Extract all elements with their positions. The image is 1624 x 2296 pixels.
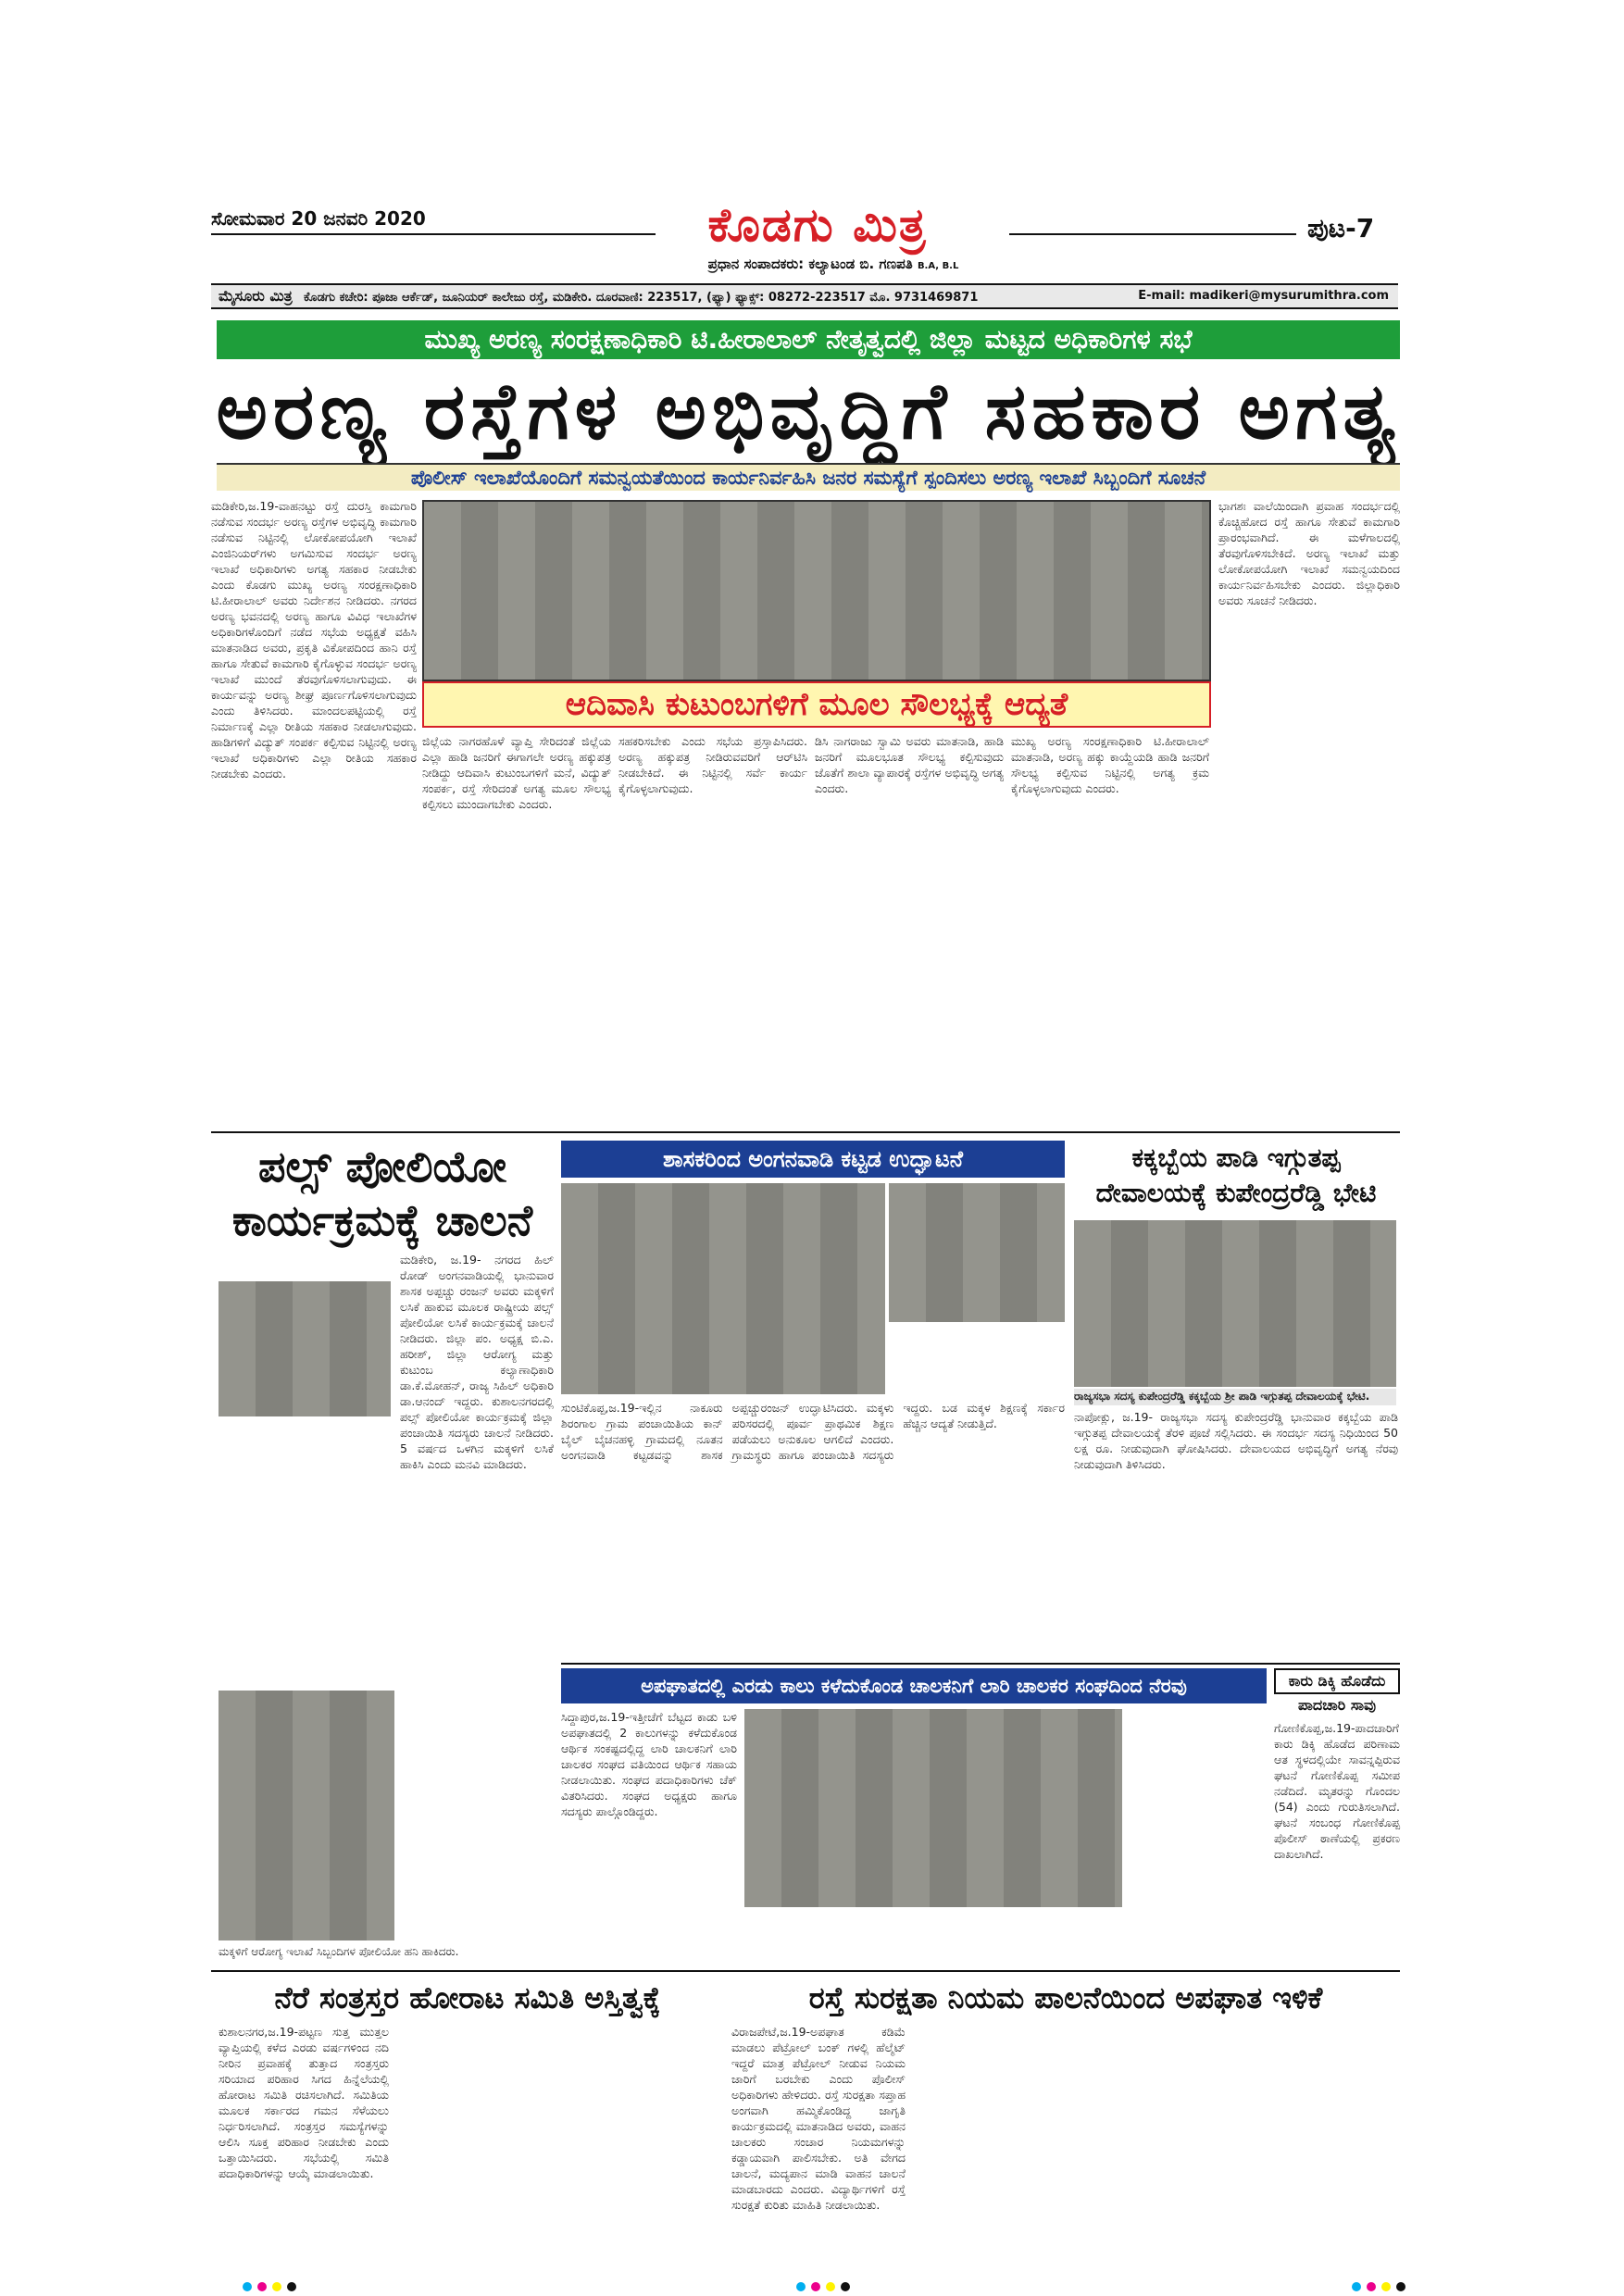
address-brand: ಮೈಸೂರು ಮಿತ್ರ: [219, 287, 293, 305]
polio-photo-2: [219, 1691, 394, 1940]
magenta-dot: [1367, 2282, 1376, 2291]
section-divider-2: [561, 1663, 1400, 1665]
car-text: ಗೋಣಿಕೊಪ್ಪ,ಜ.19-ಪಾದಚಾರಿಗೆ ಕಾರು ಡಿಕ್ಕಿ ಹೊಡೆದ ಪರಿಣಾಮ ಆತ ಸ್ಥಳದಲ್ಲಿಯೇ ಸಾವನ್ನಪ್ಪಿರುವ ಘಟನೆ ಗೋಣಿಕೊಪ್ಪ ಸಮೀಪ ನಡೆದಿದೆ. ಮೃತರನ್ನು ಗೊಂದಲ (54) ಎಂದು ಗುರುತಿಸಲಾಗಿದೆ. ಘಟನೆ ಸಂಬಂಧ ಗೋಣಿಕೊಪ್ಪ ಪೊಲೀಸ್ ಠಾಣೆಯಲ್ಲಿ ಪ್ರಕರಣ ದಾಖಲಾಗಿದೆ.: [1274, 1721, 1400, 1861]
lorry-photo: [744, 1709, 1122, 1907]
lead-col-4: ಡಿಸಿ ನಾಗರಾಜು ಸ್ವಾಮಿ ಅವರು ಮಾತನಾಡಿ, ಹಾಡಿ ಜನರಿಗೆ ಮೂಲಭೂತ ಸೌಲಭ್ಯ ಕಲ್ಪಿಸುವುದು ಜೊತೆಗೆ ಶಾಲಾ ವ್ಯಾಪಾರಕ್ಕೆ ರಸ್ತೆಗಳ ಅಭಿವೃದ್ಧಿ ಅಗತ್ಯ ಎಂದರು.: [815, 734, 1004, 795]
car-headline-2: ಪಾದಚಾರಿ ಸಾವು: [1297, 1696, 1377, 1714]
section-divider-1: [211, 1131, 1400, 1133]
nere-text: ಕುಶಾಲನಗರ,ಜ.19-ಪಟ್ಟಣ ಸುತ್ತ ಮುತ್ತಲ ವ್ಯಾಪ್ತಿಯಲ್ಲಿ ಕಳೆದ ಎರಡು ವರ್ಷಗಳಿಂದ ನದಿ ನೀರಿನ ಪ್ರವಾಹಕ್ಕೆ ತುತ್ತಾದ ಸಂತ್ರಸ್ತರು ಸರಿಯಾದ ಪರಿಹಾರ ಸಿಗದ ಹಿನ್ನೆಲೆಯಲ್ಲಿ ಹೋರಾಟ ಸಮಿತಿ ರಚಿಸಲಾಗಿದೆ. ಸಮಿತಿಯ ಮೂಲಕ ಸರ್ಕಾರದ ಗಮನ ಸೆಳೆಯಲು ನಿರ್ಧರಿಸಲಾಗಿದೆ. ಸಂತ್ರಸ್ತರ ಸಮಸ್ಯೆಗಳನ್ನು ಆಲಿಸಿ ಸೂಕ್ತ ಪರಿಹಾರ ನೀಡಬೇಕು ಎಂದು ಒತ್ತಾಯಿಸಿದರು. ಸಭೆಯಲ್ಲಿ ಸಮಿತಿ ಪದಾಧಿಕಾರಿಗಳನ್ನು ಆಯ್ಕೆ ಮಾಡಲಾಯಿತು.: [219, 2025, 389, 2180]
kakkabe-headline-1: ಕಕ್ಕಬ್ಬೆಯ ಪಾಡಿ ಇಗ್ಗುತಪ್ಪ: [1131, 1142, 1341, 1173]
black-dot: [841, 2282, 850, 2291]
polio-text: ಮಡಿಕೇರಿ, ಜ.19- ನಗರದ ಹಿಲ್ ರೋಡ್ ಅಂಗನವಾಡಿಯಲ್ಲಿ ಭಾನುವಾರ ಶಾಸಕ ಅಪ್ಪಚ್ಚು ರಂಜನ್ ಅವರು ಮಕ್ಕಳಿಗೆ ಲಸಿಕೆ ಹಾಕುವ ಮೂಲಕ ರಾಷ್ಟ್ರೀಯ ಪಲ್ಸ್ ಪೋಲಿಯೋ ಲಸಿಕೆ ಕಾರ್ಯಕ್ರಮಕ್ಕೆ ಚಾಲನೆ ನೀಡಿದರು. ಜಿಲ್ಲಾ ಪಂ. ಅಧ್ಯಕ್ಷ ಬಿ.ಎ. ಹರೀಶ್, ಜಿಲ್ಲಾ ಆರೋಗ್ಯ ಮತ್ತು ಕುಟುಂಬ ಕಲ್ಯಾಣಾಧಿಕಾರಿ ಡಾ.ಕೆ.ಮೋಹನ್, ರಾಜ್ಯ ಸಿಹಿಲ್ ಅಧಿಕಾರಿ ಡಾ.ಆನಂದ್ ಇದ್ದರು. ಕುಶಾಲನಗರದಲ್ಲಿ ಪಲ್ಸ್ ಪೋಲಿಯೋ ಕಾರ್ಯಕ್ರಮಕ್ಕೆ ಜಿಲ್ಲಾ ಪಂಚಾಯಿತಿ ಸದಸ್ಯರು ಚಾಲನೆ ನೀಡಿದರು. 5 ವರ್ಷದ ಒಳಗಿನ ಮಕ್ಕಳಿಗೆ ಲಸಿಕೆ ಹಾಕಿಸಿ ಎಂದು ಮನವಿ ಮಾಡಿದರು.: [400, 1253, 554, 1471]
lead-col-2: ಜಿಲ್ಲೆಯ ನಾಗರಹೊಳೆ ವ್ಯಾಪ್ತಿ ಸೇರಿದಂತೆ ಜಿಲ್ಲೆಯ ಎಲ್ಲಾ ಹಾಡಿ ಜನರಿಗೆ ಈಗಾಗಲೇ ಅರಣ್ಯ ಹಕ್ಕುಪತ್ರ ನೀಡಿದ್ದು ಆದಿವಾಸಿ ಕುಟುಂಬಗಳಿಗೆ ಮನೆ, ವಿದ್ಯುತ್ ಸಂಪರ್ಕ, ರಸ್ತೆ ಸೇರಿದಂತೆ ಅಗತ್ಯ ಮೂಲ ಸೌಲಭ್ಯ ಕಲ್ಪಿಸಲು ಮುಂದಾಗಬೇಕು ಎಂದರು.: [422, 734, 611, 811]
lead-photo: [422, 500, 1211, 681]
address-bar: [211, 283, 1398, 309]
kakkabe-caption: ರಾಜ್ಯಸಭಾ ಸದಸ್ಯ ಕುಪೇಂದ್ರರೆಡ್ಡಿ ಕಕ್ಕಬ್ಬೆಯ ಶ್ರೀ ಪಾಡಿ ಇಗ್ಗುತಪ್ಪ ದೇವಾಲಯಕ್ಕೆ ಭೇಟಿ.: [1074, 1389, 1396, 1405]
kakkabe-text: ನಾಪೋಕ್ಲು, ಜ.19- ರಾಜ್ಯಸಭಾ ಸದಸ್ಯ ಕುಪೇಂದ್ರರೆಡ್ಡಿ ಭಾನುವಾರ ಕಕ್ಕಬ್ಬೆಯ ಪಾಡಿ ಇಗ್ಗುತಪ್ಪ ದೇವಾಲಯಕ್ಕೆ ತೆರಳಿ ಪೂಜೆ ಸಲ್ಲಿಸಿದರು. ಈ ಸಂದರ್ಭ ಸದಸ್ಯ ನಿಧಿಯಿಂದ 50 ಲಕ್ಷ ರೂ. ನೀಡುವುದಾಗಿ ಘೋಷಿಸಿದರು. ದೇವಾಲಯದ ಅಭಿವೃದ್ಧಿಗೆ ಅಗತ್ಯ ನೆರವು ನೀಡುವುದಾಗಿ ತಿಳಿಸಿದರು.: [1074, 1410, 1398, 1471]
kakkabe-photo: [1074, 1220, 1396, 1387]
car-headline-1: ಕಾರು ಡಿಕ್ಕಿ ಹೊಡೆದು: [1274, 1668, 1400, 1694]
yellow-dot: [1381, 2282, 1391, 2291]
section-divider-3: [211, 1970, 1400, 1972]
polio-headline-1: ಪಲ್ಸ್ ಪೋಲಿಯೋ: [257, 1142, 507, 1192]
road-safety-text: ವಿರಾಜಪೇಟೆ,ಜ.19-ಅಪಘಾತ ಕಡಿಮೆ ಮಾಡಲು ಪೆಟ್ರೋಲ್ ಬಂಕ್ ಗಳಲ್ಲಿ ಹೆಲ್ಮೆಟ್ ಇದ್ದರೆ ಮಾತ್ರ ಪೆಟ್ರೋಲ್ ನೀಡುವ ನಿಯಮ ಜಾರಿಗೆ ಬರಬೇಕು ಎಂದು ಪೊಲೀಸ್ ಅಧಿಕಾರಿಗಳು ಹೇಳಿದರು. ರಸ್ತೆ ಸುರಕ್ಷತಾ ಸಪ್ತಾಹ ಅಂಗವಾಗಿ ಹಮ್ಮಿಕೊಂಡಿದ್ದ ಜಾಗೃತಿ ಕಾರ್ಯಕ್ರಮದಲ್ಲಿ ಮಾತನಾಡಿದ ಅವರು, ವಾಹನ ಚಾಲಕರು ಸಂಚಾರ ನಿಯಮಗಳನ್ನು ಕಡ್ಡಾಯವಾಗಿ ಪಾಲಿಸಬೇಕು. ಅತಿ ವೇಗದ ಚಾಲನೆ, ಮದ್ಯಪಾನ ಮಾಡಿ ವಾಹನ ಚಾಲನೆ ಮಾಡಬಾರದು ಎಂದರು. ವಿದ್ಯಾರ್ಥಿಗಳಿಗೆ ರಸ್ತೆ ಸುರಕ್ಷತೆ ಕುರಿತು ಮಾಹಿತಿ ನೀಡಲಾಯಿತು.: [731, 2025, 906, 2212]
yellow-dot: [826, 2282, 835, 2291]
road-safety-headline: ರಸ್ತೆ ಸುರಕ್ಷತಾ ನಿಯಮ ಪಾಲನೆಯಿಂದ ಅಪಘಾತ ಇಳಿಕೆ: [808, 1980, 1323, 2015]
cyan-dot: [1352, 2282, 1361, 2291]
anganwadi-text: ಸುಂಟಿಕೊಪ್ಪ,ಜ.19-ಇಲ್ಲಿನ ನಾಕೂರು ಶಿರಂಗಾಲ ಗ್ರಾಮ ಪಂಚಾಯಿತಿಯ ಕಾನ್ ಬೈಲ್ ಬೈಚನಹಳ್ಳಿ ಗ್ರಾಮದಲ್ಲಿ ನೂತನ ಅಂಗನವಾಡಿ ಕಟ್ಟಡವನ್ನು ಶಾಸಕ ಅಪ್ಪಚ್ಚುರಂಜನ್ ಉದ್ಘಾಟಿಸಿದರು. ಮಕ್ಕಳು ಪರಿಸರದಲ್ಲಿ ಪೂರ್ವ ಪ್ರಾಥಮಿಕ ಶಿಕ್ಷಣ ಪಡೆಯಲು ಅನುಕೂಲ ಆಗಲಿದೆ ಎಂದರು. ಗ್ರಾಮಸ್ಥರು ಹಾಗೂ ಪಂಚಾಯಿತಿ ಸದಸ್ಯರು ಇದ್ದರು. ಬಡ ಮಕ್ಕಳ ಶಿಕ್ಷಣಕ್ಕೆ ಸರ್ಕಾರ ಹೆಚ್ಚಿನ ಆದ್ಯತೆ ನೀಡುತ್ತಿದೆ.: [561, 1401, 1065, 1462]
issue-date: ಸೋಮವಾರ 20 ಜನವರಿ 2020: [211, 207, 426, 230]
lead-col-3: ಸಹಕರಿಸಬೇಕು ಎಂದು ಸಭೆಯ ಪ್ರಸ್ತಾಪಿಸಿದರು. ಅರಣ್ಯ ಹಕ್ಕುಪತ್ರ ನೀಡಿರುವವರಿಗೆ ಆರ್‌ಟಿಸಿ ನೀಡಬೇಕಿದೆ. ಈ ನಿಟ್ಟಿನಲ್ಲಿ ಸರ್ವೆ ಕಾರ್ಯ ಕೈಗೊಳ್ಳಲಾಗುವುದು.: [618, 734, 807, 795]
cyan-dot: [796, 2282, 806, 2291]
lead-headline: ಅರಣ್ಯ ರಸ್ತೆಗಳ ಅಭಿವೃದ್ಧಿಗೆ ಸಹಕಾರ ಅಗತ್ಯ: [216, 366, 1401, 456]
black-dot: [1396, 2282, 1405, 2291]
kakkabe-headline-2: ದೇವಾಲಯಕ್ಕೆ ಕುಪೇಂದ್ರರೆಡ್ಡಿ ಭೇಟಿ: [1095, 1178, 1377, 1208]
chief-editor: ಪ್ರಧಾನ ಸಂಪಾದಕರು: ಕಲ್ಯಾಟಂಡ ಬಿ. ಗಣಪತಿ B.A, B.L: [707, 256, 959, 272]
nere-headline: ನೆರೆ ಸಂತ್ರಸ್ತರ ಹೋರಾಟ ಸಮಿತಿ ಅಸ್ತಿತ್ವಕ್ಕೆ: [274, 1980, 661, 2015]
lead-inner-headline: ಆದಿವಾಸಿ ಕುಟುಂಬಗಳಿಗೆ ಮೂಲ ಸೌಲಭ್ಯಕ್ಕೆ ಆದ್ಯತೆ: [422, 681, 1211, 728]
office-address: ಕೊಡಗು ಕಚೇರಿ: ಪೂಜಾ ಆರ್ಕೆಡ್, ಜೂನಿಯರ್ ಕಾಲೇಜು ರಸ್ತೆ, ಮಡಿಕೇರಿ. ದೂರವಾಣಿ: 223517, (ಫ್ಯಾ) ಫ್ಯಾಕ್ಸ್: 08272-223517 ಮೊ. 9731469871: [303, 291, 979, 305]
registration-marks-center: [796, 2277, 856, 2295]
polio-caption: ಮಕ್ಕಳಿಗೆ ಆರೋಗ್ಯ ಇಲಾಖೆ ಸಿಬ್ಬಂದಿಗಳ ಪೋಲಿಯೋ ಹನಿ ಹಾಕಿದರು.: [219, 1945, 459, 1958]
lead-subhead: ಪೊಲೀಸ್ ಇಲಾಖೆಯೊಂದಿಗೆ ಸಮನ್ವಯತೆಯಿಂದ ಕಾರ್ಯನಿರ್ವಹಿಸಿ ಜನರ ಸಮಸ್ಯೆಗೆ ಸ್ಪಂದಿಸಲು ಅರಣ್ಯ ಇಲಾಖೆ ಸಿಬ್ಬಂದಿಗೆ ಸೂಚನೆ: [217, 463, 1400, 491]
masthead-rule-left: [211, 233, 656, 235]
anganwadi-photo-1: [561, 1183, 885, 1394]
page-number: ಪುಟ-7: [1307, 213, 1375, 243]
magenta-dot: [811, 2282, 820, 2291]
office-email: E-mail: madikeri@mysurumithra.com: [1138, 289, 1389, 303]
masthead: [0, 0, 1624, 296]
masthead-rule-right: [1009, 233, 1296, 235]
newspaper-title: ಕೊಡಗು ಮಿತ್ರ: [707, 198, 928, 252]
lorry-headline: ಅಪಘಾತದಲ್ಲಿ ಎರಡು ಕಾಲು ಕಳೆದುಕೊಂಡ ಚಾಲಕನಿಗೆ ಲಾರಿ ಚಾಲಕರ ಸಂಘದಿಂದ ನೆರವು: [561, 1668, 1267, 1703]
yellow-dot: [272, 2282, 281, 2291]
black-dot: [287, 2282, 296, 2291]
anganwadi-headline: ಶಾಸಕರಿಂದ ಅಂಗನವಾಡಿ ಕಟ್ಟಡ ಉದ್ಘಾಟನೆ: [561, 1141, 1065, 1178]
lead-kicker: ಮುಖ್ಯ ಅರಣ್ಯ ಸಂರಕ್ಷಣಾಧಿಕಾರಿ ಟಿ.ಹೀರಾಲಾಲ್ ನೇತೃತ್ವದಲ್ಲಿ ಜಿಲ್ಲಾ ಮಟ್ಟದ ಅಧಿಕಾರಿಗಳ ಸಭೆ: [217, 320, 1400, 359]
registration-marks-left: [243, 2277, 302, 2295]
polio-headline-2: ಕಾರ್ಯಕ್ರಮಕ್ಕೆ ಚಾಲನೆ: [231, 1195, 533, 1245]
lead-col-5: ಮುಖ್ಯ ಅರಣ್ಯ ಸಂರಕ್ಷಣಾಧಿಕಾರಿ ಟಿ.ಹೀರಾಲಾಲ್ ಮಾತನಾಡಿ, ಅರಣ್ಯ ಹಕ್ಕು ಕಾಯ್ದೆಯಡಿ ಹಾಡಿ ಜನರಿಗೆ ಸೌಲಭ್ಯ ಕಲ್ಪಿಸುವ ನಿಟ್ಟಿನಲ್ಲಿ ಅಗತ್ಯ ಕ್ರಮ ಕೈಗೊಳ್ಳಲಾಗುವುದು ಎಂದರು.: [1011, 734, 1209, 795]
registration-marks-right: [1352, 2277, 1411, 2295]
lorry-text: ಸಿದ್ದಾಪುರ,ಜ.19-ಇತ್ತೀಚೆಗೆ ಬೆಟ್ಟದ ಕಾಡು ಬಳಿ ಅಪಘಾತದಲ್ಲಿ 2 ಕಾಲುಗಳನ್ನು ಕಳೆದುಕೊಂಡ ಆರ್ಥಿಕ ಸಂಕಷ್ಟದಲ್ಲಿದ್ದ ಲಾರಿ ಚಾಲಕನಿಗೆ ಲಾರಿ ಚಾಲಕರ ಸಂಘದ ವತಿಯಿಂದ ಆರ್ಥಿಕ ಸಹಾಯ ನೀಡಲಾಯಿತು. ಸಂಘದ ಪದಾಧಿಕಾರಿಗಳು ಚೆಕ್ ವಿತರಿಸಿದರು. ಸಂಘದ ಅಧ್ಯಕ್ಷರು ಹಾಗೂ ಸದಸ್ಯರು ಪಾಲ್ಗೊಂಡಿದ್ದರು.: [561, 1710, 737, 1818]
lead-col-1: ಮಡಿಕೇರಿ,ಜ.19-ವಾಹನಟ್ಟು ರಸ್ತೆ ದುರಸ್ತಿ ಕಾಮಗಾರಿ ನಡೆಸುವ ಸಂದರ್ಭ ಅರಣ್ಯ ರಸ್ತೆಗಳ ಅಭಿವೃದ್ಧಿ ಕಾಮಗಾರಿ ನಡೆಸುವ ನಿಟ್ಟಿನಲ್ಲಿ ಲೋಕೋಪಯೋಗಿ ಇಲಾಖೆ ಎಂಜಿನಿಯರ್‌ಗಳು ಅಗಮಿಸುವ ಸಂದರ್ಭ ಅರಣ್ಯ ಇಲಾಖೆ ಅಧಿಕಾರಿಗಳು ಅಗತ್ಯ ಸಹಕಾರ ನೀಡಬೇಕು ಎಂದು ಕೊಡಗು ಮುಖ್ಯ ಅರಣ್ಯ ಸಂರಕ್ಷಣಾಧಿಕಾರಿ ಟಿ.ಹೀರಾಲಾಲ್ ಅವರು ನಿರ್ದೇಶನ ನೀಡಿದರು. ನಗರದ ಅರಣ್ಯ ಭವನದಲ್ಲಿ ಅರಣ್ಯ ಹಾಗೂ ವಿವಿಧ ಇಲಾಖೆಗಳ ಅಧಿಕಾರಿಗಳೊಂದಿಗೆ ನಡೆದ ಸಭೆಯ ಅಧ್ಯಕ್ಷತೆ ವಹಿಸಿ ಮಾತನಾಡಿದ ಅವರು, ಪ್ರಕೃತಿ ವಿಕೋಪದಿಂದ ಹಾನಿ ರಸ್ತೆ ಹಾಗೂ ಸೇತುವೆ ಕಾಮಗಾರಿ ಕೈಗೊಳ್ಳುವ ಸಂದರ್ಭ ಅರಣ್ಯ ಇಲಾಖೆ ಮುಂದೆ ತೆರವುಗೊಳಿಸಲಾಗುವುದು. ಈ ಕಾರ್ಯವನ್ನು ಅರಣ್ಯ ಶೀಘ್ರ ಪೂರ್ಣಗೊಳಿಸಲಾಗುವುದು ಎಂದು ತಿಳಿಸಿದರು. ಮಾಂದಲಪಟ್ಟಿಯಲ್ಲಿ ರಸ್ತೆ ನಿರ್ಮಾಣಕ್ಕೆ ಎಲ್ಲಾ ರೀತಿಯ ಸಹಕಾರ ನೀಡಲಾಗುವುದು. ಹಾಡಿಗಳಿಗೆ ವಿದ್ಯುತ್ ಸಂಪರ್ಕ ಕಲ್ಪಿಸುವ ನಿಟ್ಟಿನಲ್ಲಿ ಅರಣ್ಯ ಇಲಾಖೆ ಅಧಿಕಾರಿಗಳು ಎಲ್ಲಾ ರೀತಿಯ ಸಹಕಾರ ನೀಡಬೇಕು ಎಂದರು.: [211, 499, 417, 780]
cyan-dot: [243, 2282, 252, 2291]
magenta-dot: [257, 2282, 267, 2291]
anganwadi-photo-2: [889, 1183, 1065, 1322]
lead-col-6: ಭಾಗಶಃ ವಾಲೆಯಿಂದಾಗಿ ಪ್ರವಾಹ ಸಂದರ್ಭದಲ್ಲಿ ಕೊಚ್ಚಿಹೋದ ರಸ್ತೆ ಹಾಗೂ ಸೇತುವೆ ಕಾಮಗಾರಿ ಪ್ರಾರಂಭವಾಗಿದೆ. ಈ ಮಳೆಗಾಲದಲ್ಲಿ ತೆರವುಗೊಳಿಸಬೇಕಿದೆ. ಅರಣ್ಯ ಇಲಾಖೆ ಮತ್ತು ಲೋಕೋಪಯೋಗಿ ಇಲಾಖೆ ಸಮನ್ವಯದಿಂದ ಕಾರ್ಯನಿರ್ವಹಿಸಬೇಕು ಎಂದರು. ಜಿಲ್ಲಾಧಿಕಾರಿ ಅವರು ಸೂಚನೆ ನೀಡಿದರು.: [1218, 499, 1400, 607]
editor-degree: B.A, B.L: [917, 261, 959, 271]
